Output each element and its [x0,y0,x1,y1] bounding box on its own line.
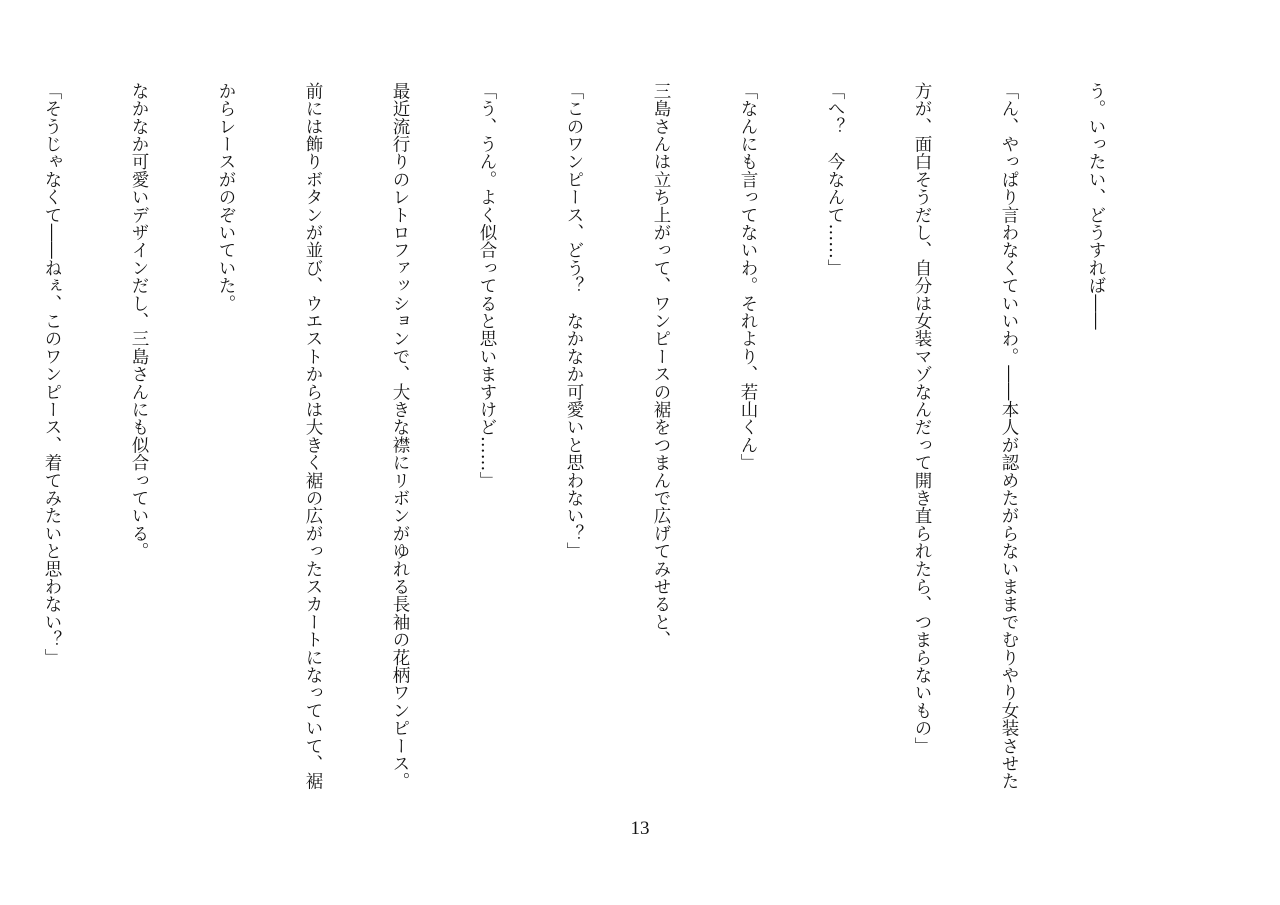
text-line: 「なんにも言ってないわ。それより、若山くん」 [738,82,758,472]
page-number: 13 [630,818,650,839]
text-line: 「そうじゃなくて――ねぇ、このワンピース、着てみたいと思わない？」 [42,82,62,667]
text-line: 「このワンピース、どう？ なかなか可愛いと思わない？」 [564,82,584,560]
text-line: 方が、面白そうだし、自分は女装マゾなんだって開き直られたら、つまらないもの」 [912,82,932,755]
text-line: う。いったい、どうすれば―― [1086,82,1106,330]
text-line: 三島さんは立ち上がって、ワンピースの裾をつまんで広げてみせると、 [651,82,671,649]
text-line: 「へ？ 今なんて……」 [825,82,845,277]
text-line: 前には飾りボタンが並び、ウエストからは大きく裾の広がったスカートになっていて、裾 [303,82,323,790]
text-line: 最近流行りのレトロファッションで、大きな襟にリボンがゆれる長袖の花柄ワンピース。 [390,82,410,790]
vertical-text-block [0,82,1168,802]
text-line: なかなか可愛いデザインだし、三島さんにも似合っている。 [129,82,149,560]
text-line: からレースがのぞいていた。 [216,82,236,313]
text-line: 「う、うん。よく似合ってると思いますけど……」 [477,82,497,490]
text-line: 「ん、やっぱり言わなくていいわ。――本人が認めたがらないままでむりやり女装させた [999,82,1019,790]
